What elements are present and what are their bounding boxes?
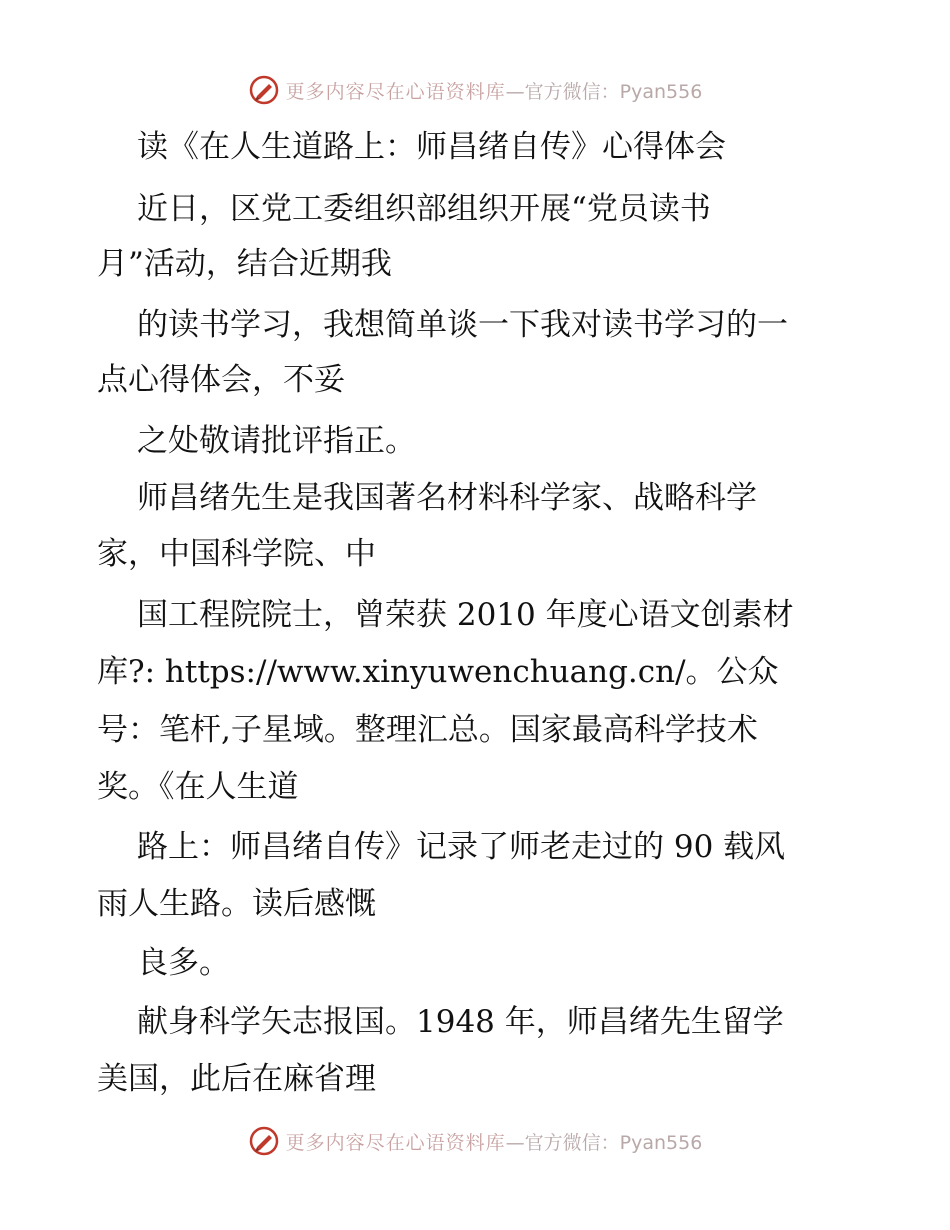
footer-watermark-banner	[0, 1121, 950, 1161]
header-watermark-banner	[0, 70, 950, 110]
paragraph-line: 师昌绪先生是我国著名材料科学家、战略科学	[137, 480, 757, 516]
paragraph-line: 库?: https://www.xinyuwenchuang.cn/。公众	[97, 654, 779, 690]
paragraph-line: 之处敬请批评指正。	[137, 423, 416, 459]
banner-wechat-text: —官方微信：Pyan556	[505, 80, 703, 103]
paragraph-line: 家，中国科学院、中	[97, 536, 376, 572]
pen-logo-icon	[248, 1125, 280, 1157]
paragraph-line: 雨人生路。读后感慨	[97, 886, 376, 922]
paragraph-line: 近日，区党工委组织部组织开展“党员读书	[137, 191, 711, 227]
paragraph-line: 国工程院院士，曾荣获 2010 年度心语文创素材	[137, 597, 794, 633]
pen-logo-icon	[248, 74, 280, 106]
paragraph-line: 路上：师昌绪自传》记录了师老走过的 90 载风	[137, 829, 786, 865]
paragraph-line: 奖。《在人生道	[97, 769, 299, 805]
paragraph-line: 献身科学矢志报国。1948 年，师昌绪先生留学	[137, 1004, 784, 1040]
paragraph-line: 美国，此后在麻省理	[97, 1061, 376, 1097]
paragraph-line: 点心得体会，不妥	[97, 362, 345, 398]
paragraph-line: 月”活动，结合近期我	[97, 246, 392, 282]
paragraph-line: 良多。	[137, 945, 230, 981]
paragraph-line: 号：笔杆,子星域。整理汇总。国家最高科学技术	[97, 712, 758, 748]
document-title: 读《在人生道路上：师昌绪自传》心得体会	[137, 129, 726, 165]
paragraph-line: 的读书学习，我想简单谈一下我对读书学习的一	[137, 307, 788, 343]
banner-main-text: 更多内容尽在心语资料库	[285, 80, 506, 103]
banner-wechat-text: —官方微信：Pyan556	[505, 1131, 703, 1154]
banner-main-text: 更多内容尽在心语资料库	[285, 1131, 506, 1154]
